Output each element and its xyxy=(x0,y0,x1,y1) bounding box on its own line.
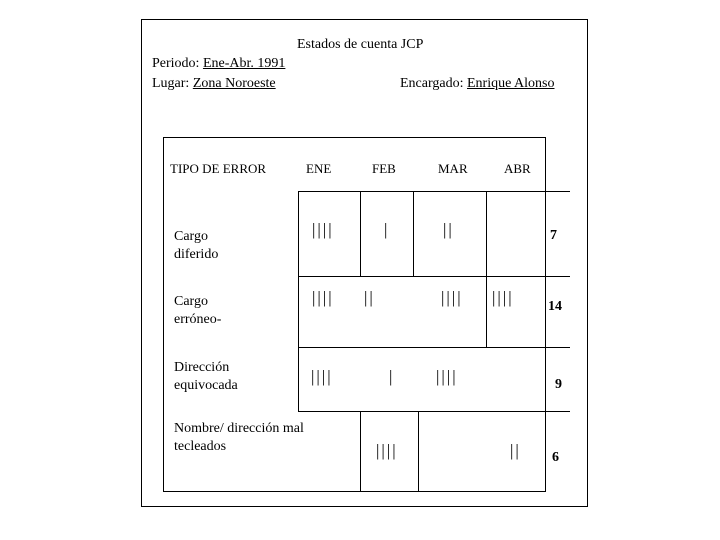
row-total: 14 xyxy=(548,299,562,314)
row-label: Cargo erróneo- xyxy=(174,294,222,327)
tally-ene: |||| xyxy=(311,367,333,386)
col-divider xyxy=(298,191,299,411)
col-divider xyxy=(418,411,419,491)
period-line xyxy=(152,56,285,72)
place-value: Zona Noroeste xyxy=(192,76,276,91)
row-label: Nombre/ dirección mal tecleados xyxy=(174,421,304,454)
tally-mar: |||| xyxy=(441,288,463,307)
tally-feb: | xyxy=(384,220,390,239)
column-header-ene: ENE xyxy=(306,161,332,176)
column-header-mar: MAR xyxy=(438,161,468,176)
row-divider xyxy=(298,411,570,412)
row-total: 7 xyxy=(550,228,557,243)
tally-feb: || xyxy=(364,288,375,307)
period-value: Ene-Abr. 1991 xyxy=(202,56,286,71)
col-divider xyxy=(360,411,361,491)
row-divider xyxy=(298,191,570,192)
row-total: 9 xyxy=(555,377,562,392)
tally-mar: || xyxy=(443,220,454,239)
col-divider xyxy=(413,191,414,276)
manager-label: Encargado: xyxy=(400,76,467,91)
row-label: Cargo diferido xyxy=(174,229,219,262)
table-bottom-border xyxy=(163,491,546,492)
manager-value: Enrique Alonso xyxy=(467,76,555,91)
table-top-border xyxy=(163,137,546,138)
tally-abr: |||| xyxy=(492,288,514,307)
row-divider xyxy=(298,347,570,348)
period-label: Periodo: xyxy=(152,56,203,71)
place-label: Lugar: xyxy=(152,76,193,91)
table-left-border xyxy=(163,137,164,492)
place-line xyxy=(152,76,276,92)
manager-line xyxy=(400,76,555,92)
row-total: 6 xyxy=(552,450,559,465)
col-divider xyxy=(486,191,487,347)
tally-feb: | xyxy=(389,367,395,386)
column-header-abr: ABR xyxy=(504,161,531,176)
column-header-error-type: TIPO DE ERROR xyxy=(170,161,267,176)
row-label: Dirección equivocada xyxy=(174,360,238,393)
tally-ene: |||| xyxy=(312,288,334,307)
tally-feb: |||| xyxy=(376,441,398,460)
column-header-feb: FEB xyxy=(372,161,396,176)
document-title: Estados de cuenta JCP xyxy=(297,37,424,52)
col-divider xyxy=(360,191,361,276)
tally-ene: |||| xyxy=(312,220,334,239)
row-divider xyxy=(298,276,570,277)
tally-abr: || xyxy=(510,441,521,460)
tally-mar: |||| xyxy=(436,367,458,386)
